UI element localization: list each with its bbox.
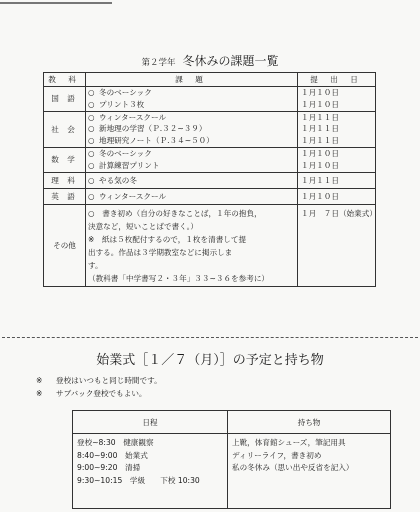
table-row-math (44, 147, 376, 172)
subject-cell: 英 語 (44, 188, 86, 204)
subject-cell: 社 会 (44, 111, 86, 147)
schedule-cell (73, 434, 228, 509)
column-header-schedule: 日程 (73, 411, 228, 434)
cut-line-divider (2, 337, 418, 338)
homework-table (43, 72, 376, 287)
due-date: １月１０日 (301, 88, 339, 97)
due-date: １月１０日 (301, 99, 339, 109)
instruction-line: 出する。作品は３学期教室などに掲示しま (88, 247, 233, 257)
item-line: 私の冬休み（思い出や反省を記入） (232, 463, 354, 472)
schedule-table (72, 410, 391, 509)
instruction-line: 決意など，短いことばで書く。） (88, 221, 198, 231)
task-item: ○ 新地理の学習（Ｐ.３２~３９） (88, 124, 207, 134)
schedule-header-row (73, 411, 391, 434)
table-row-other (44, 204, 376, 286)
instruction-line: ○ 書き初め（自分の好きなことば，１年の抱負， (88, 208, 262, 218)
due-date: １月１１日 (301, 112, 339, 122)
homework-header-row (44, 73, 376, 87)
due-date: １月１１日 (301, 175, 339, 185)
circle-bullet-icon: ○ (88, 136, 95, 146)
task-item: ○ 地理研究ノート（Ｐ.３４~５０） (88, 136, 214, 146)
column-header-due: 提 出 日 (298, 73, 376, 87)
ceremony-notes (36, 374, 162, 400)
instruction-line: す。 (88, 260, 103, 270)
task-item: ○ 冬のベーシック (88, 88, 152, 97)
due-cell (298, 188, 376, 204)
instruction-line: ※ 紙は５枚配付するので，１枚を清書して提 (88, 234, 247, 244)
due-date: １月１１日 (301, 124, 339, 134)
due-date: １月１１日 (301, 136, 339, 146)
item-line: ディリーライフ，書き初め (232, 450, 322, 460)
circle-bullet-icon: ○ (88, 88, 95, 97)
circle-bullet-icon: ○ (88, 99, 95, 109)
task-item: ○ ウィンタースクール (88, 112, 167, 122)
reference-mark-icon: ※ (36, 389, 43, 398)
grade-label: 第２学年 (141, 58, 176, 68)
instruction-line: （教科書「中学書写２・３年」３３~３６を参考に） (88, 273, 270, 283)
due-date: １月１０日 (301, 148, 339, 158)
table-row-english (44, 188, 376, 204)
item-line: 上靴，体育館シューズ，筆記用具 (232, 438, 346, 447)
column-header-subject: 教 科 (44, 73, 86, 87)
task-cell (86, 204, 298, 286)
due-cell (298, 172, 376, 188)
due-cell (298, 87, 376, 112)
table-row-social-studies (44, 111, 376, 147)
subject-cell: その他 (44, 204, 86, 286)
task-item: ○ 冬のベーシック (88, 148, 152, 158)
note-item: ※ サブバック登校でもよい。 (36, 389, 147, 398)
task-item: ○ プリント３枚 (88, 99, 145, 109)
schedule-item: 9:00~9:20 清掃 (77, 463, 141, 472)
subject-cell: 数 学 (44, 147, 86, 172)
due-date: １月 ７日（始業式） (301, 208, 377, 218)
subject-cell: 国 語 (44, 87, 86, 112)
due-cell (298, 204, 376, 286)
circle-bullet-icon: ○ (88, 112, 95, 122)
due-date: １月１０日 (301, 160, 339, 170)
items-cell (228, 434, 391, 509)
table-row-science (44, 172, 376, 188)
column-header-items: 持ち物 (228, 411, 391, 434)
subject-cell: 理 科 (44, 172, 86, 188)
task-cell (86, 188, 298, 204)
schedule-item: 登校~8:30 健康観察 (77, 438, 154, 447)
due-cell (298, 111, 376, 147)
title-text: 冬休みの課題一覧 (182, 54, 279, 68)
column-header-task: 課 題 (86, 73, 298, 87)
table-row-japanese (44, 87, 376, 112)
task-item: ○ やる気の冬 (88, 173, 295, 188)
task-cell (86, 87, 298, 112)
calligraphy-instructions (88, 205, 295, 286)
ceremony-heading: 始業式［１／７（月）］の予定と持ち物 (96, 353, 324, 368)
circle-bullet-icon: ○ (88, 124, 95, 134)
task-cell (86, 111, 298, 147)
task-item: ○ 計算練習プリント (88, 160, 160, 170)
schedule-body-row (73, 434, 391, 509)
schedule-item: 8:40~9:00 始業式 (77, 450, 148, 460)
scan-edge-line (0, 2, 112, 4)
due-date: １月１０日 (301, 191, 339, 201)
schedule-item: 9:30~10:15 学級 下校 10:30 (77, 475, 200, 485)
circle-bullet-icon: ○ (88, 148, 95, 158)
circle-bullet-icon: ○ (88, 191, 95, 201)
task-cell (86, 172, 298, 188)
due-cell (298, 147, 376, 172)
circle-bullet-icon: ○ (88, 175, 95, 185)
task-item: ○ ウィンタースクール (88, 189, 295, 204)
note-item: ※ 登校はいつもと同じ時間です。 (36, 376, 162, 385)
reference-mark-icon: ※ (36, 376, 43, 385)
document-title (0, 50, 420, 69)
circle-bullet-icon: ○ (88, 160, 95, 170)
task-cell (86, 147, 298, 172)
